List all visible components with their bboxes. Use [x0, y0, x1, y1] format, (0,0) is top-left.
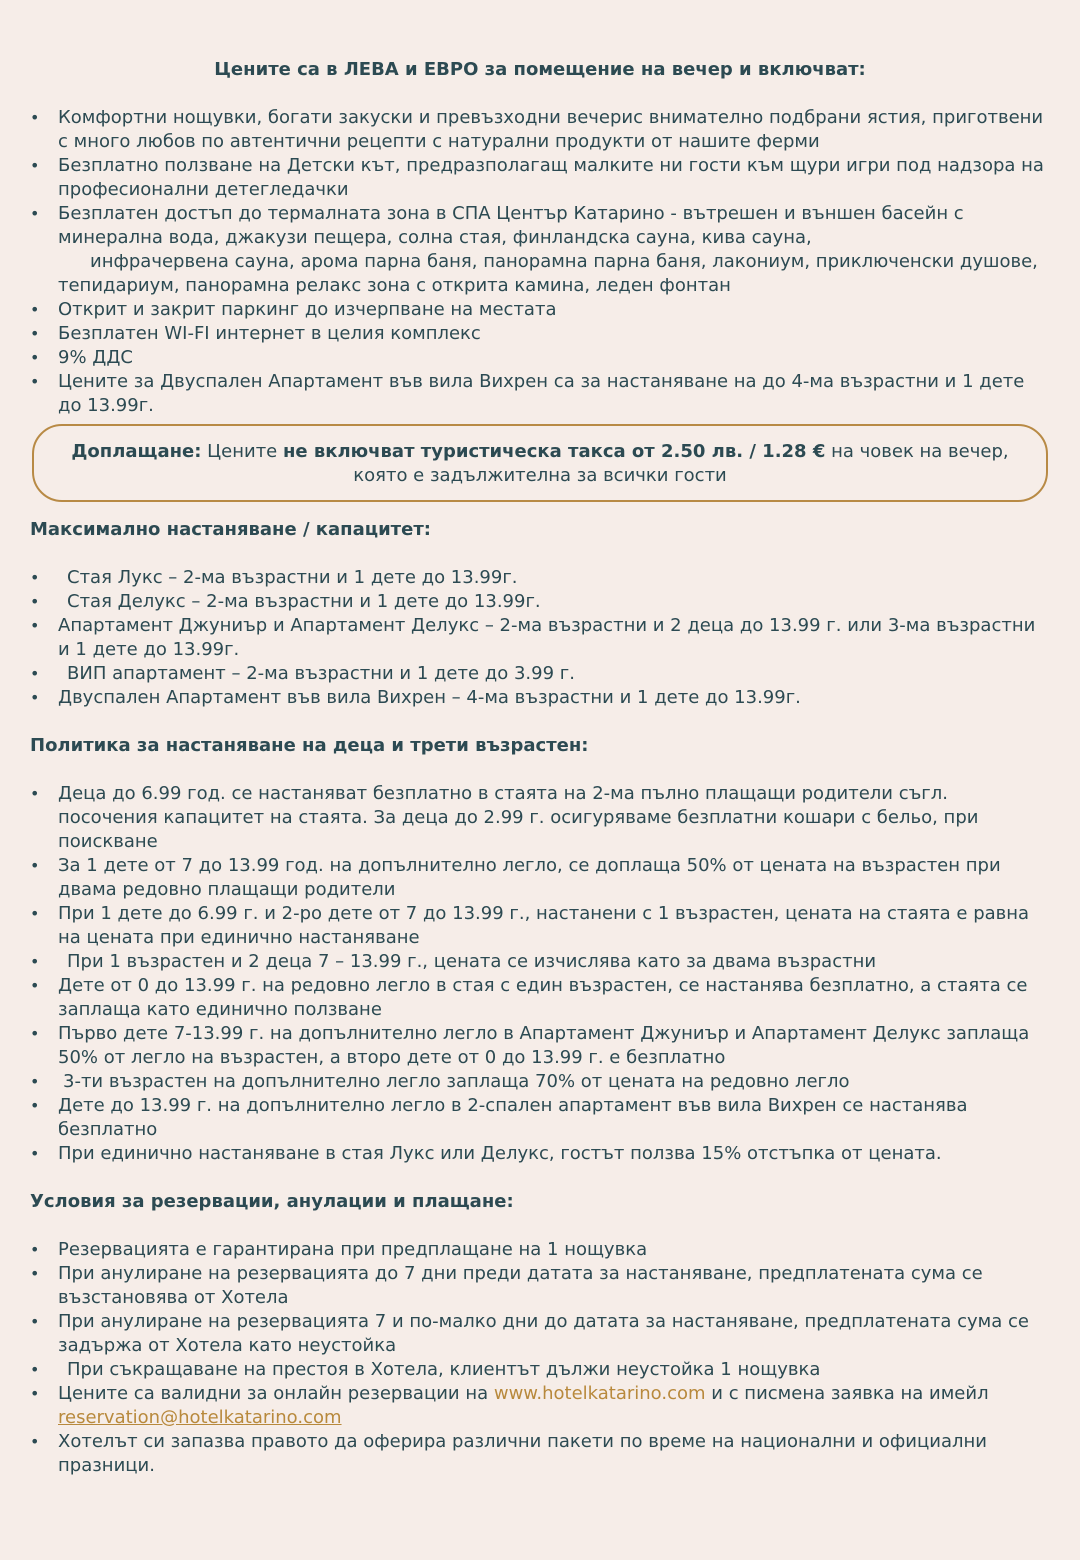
children-policy-list	[30, 782, 1050, 1166]
list-item-text: При 1 възрастен и 2 деца 7 – 13.99 г., цената се изчислява като за двама възрастни	[67, 951, 877, 972]
email-link[interactable]: reservation@hotelkatarino.com	[58, 1407, 342, 1428]
list-item-text: Цените са валидни за онлайн резервации на	[58, 1383, 494, 1404]
list-item: • При единично настаняване в стая Лукс или Делукс, гостът ползва 15% отстъпка от цената.	[30, 1142, 1050, 1166]
list-item-text: 3-ти възрастен на допълнително легло заплаща 70% от цената на редовно легло	[63, 1071, 850, 1092]
list-item: • Двуспален Апартамент във вила Вихрен – 4-ма възрастни и 1 дете до 13.99г.	[30, 686, 1050, 710]
notice-label: Доплащане:	[71, 441, 202, 462]
list-item: • При анулиране на резервацията до 7 дни преди датата за настаняване, предплатената сума се възстановява от Хотела	[30, 1262, 1050, 1310]
list-item: • При 1 дете до 6.99 г. и 2-ро дете от 7 до 13.99 г., настанени с 1 възрастен, цената на стаята е равна на цената при единично настаняване	[30, 902, 1050, 950]
list-item-text: Стая Делукс – 2-ма възрастни и 1 дете до 13.99г.	[67, 591, 541, 612]
notice-text: Цените	[201, 441, 283, 462]
capacity-list	[30, 566, 1050, 710]
list-item: • Комфортни нощувки, богати закуски и превъзходни вечерис внимателно подбрани ястия, приготвени с много любов по автентични рецепти с натурални продукти от нашите ферми	[30, 106, 1050, 154]
booking-terms-list	[30, 1238, 1050, 1478]
list-item	[30, 1358, 1050, 1382]
list-item: • Хотелът си запазва правото да оферира различни пакети по време на национални и официални празници.	[30, 1430, 1050, 1478]
list-item: • Безплатно ползване на Детски кът, предразполагащ малките ни гости към щури игри под надзора на професионални детегледачки	[30, 154, 1050, 202]
list-item: • Безплатен WI-FI интернет в целия комплекс	[30, 322, 1050, 346]
list-item: • Апартамент Джуниър и Апартамент Делукс – 2-ма възрастни и 2 деца до 13.99 г. или 3-ма възрастни и 1 дете до 13.99г.	[30, 614, 1050, 662]
list-item	[30, 662, 1050, 686]
list-item	[30, 590, 1050, 614]
notice-bold-text: не включват туристическа такса от 2.50 лв. / 1.28 €	[282, 441, 826, 462]
tourist-tax-notice	[32, 424, 1048, 502]
website-link[interactable]: www.hotelkatarino.com	[493, 1383, 706, 1404]
notice-text: която е задължителна за всички гости	[353, 465, 727, 486]
list-item: • Първо дете 7-13.99 г. на допълнително легло в Апартамент Джуниър и Апартамент Делукс заплаща 50% от легло на възрастен, а второ дете от 0 до 13.99 г. е безплатно	[30, 1022, 1050, 1070]
list-item: • Цените за Двуспален Апартамент във вила Вихрен са за настаняване на до 4-ма възрастни и 1 дете до 13.99г.	[30, 370, 1050, 418]
list-item: • Дете от 0 до 13.99 г. на редовно легло в стая с един възрастен, се настанява безплатно, а стаята се заплаща като единично ползване	[30, 974, 1050, 1022]
children-policy-heading: Политика за настаняване на деца и трети възрастен:	[30, 735, 589, 756]
list-item-text: При съкращаване на престоя в Хотела, клиентът дължи неустойка 1 нощувка	[67, 1359, 821, 1380]
list-item-text: Стая Лукс – 2-ма възрастни и 1 дете до 13.99г.	[67, 567, 518, 588]
list-item	[30, 1382, 1050, 1430]
notice-text: на човек на вечер,	[825, 441, 1009, 462]
list-item-text: ВИП апартамент – 2-ма възрастни и 1 дете до 3.99 г.	[67, 663, 575, 684]
list-item: • Резервацията е гарантирана при предплащане на 1 нощувка	[30, 1238, 1050, 1262]
list-item: • Деца до 6.99 год. се настаняват безплатно в стаята на 2-ма пълно плащащи родители съгл. посочения капацитет на стаята. За деца до 2.99 г. осигуряваме безплатни кошари с бельо, при поискване	[30, 782, 1050, 854]
includes-list	[30, 106, 1050, 418]
list-item: • За 1 дете от 7 до 13.99 год. на допълнително легло, се доплаща 50% от цената на възрастен при двама редовно плащащи родители	[30, 854, 1050, 902]
list-item-continuation	[30, 250, 1050, 298]
booking-terms-heading: Условия за резервации, анулации и плащане:	[30, 1191, 514, 1212]
list-item	[30, 566, 1050, 590]
list-item: • При анулиране на резервацията 7 и по-малко дни до датата за настаняване, предплатената сума се задържа от Хотела като неустойка	[30, 1310, 1050, 1358]
list-item: • Безплатен достъп до термалната зона в СПА Център Катарино - вътрешен и външен басейн с минерална вода, джакузи пещера, солна стая, финландска сауна, кива сауна,	[30, 202, 1050, 250]
list-item	[30, 950, 1050, 974]
list-item-text: инфрачервена сауна, арома парна баня, панорамна парна баня, лакониум, приключенски душове, тепидариум, панорамна релакс зона с открита камина, леден фонтан	[58, 251, 1038, 296]
list-item: • 9% ДДС	[30, 346, 1050, 370]
list-item: • Дете до 13.99 г. на допълнително легло в 2-спален апартамент във вила Вихрен се настанява безплатно	[30, 1094, 1050, 1142]
capacity-heading: Максимално настаняване / капацитет:	[30, 519, 431, 540]
list-item	[30, 1070, 1050, 1094]
list-item-text: и с писмена заявка на имейл	[705, 1383, 989, 1404]
page-title: Цените са в ЛЕВА и ЕВРО за помещение на вечер и включват:	[214, 59, 866, 80]
list-item: • Открит и закрит паркинг до изчерпване на местата	[30, 298, 1050, 322]
